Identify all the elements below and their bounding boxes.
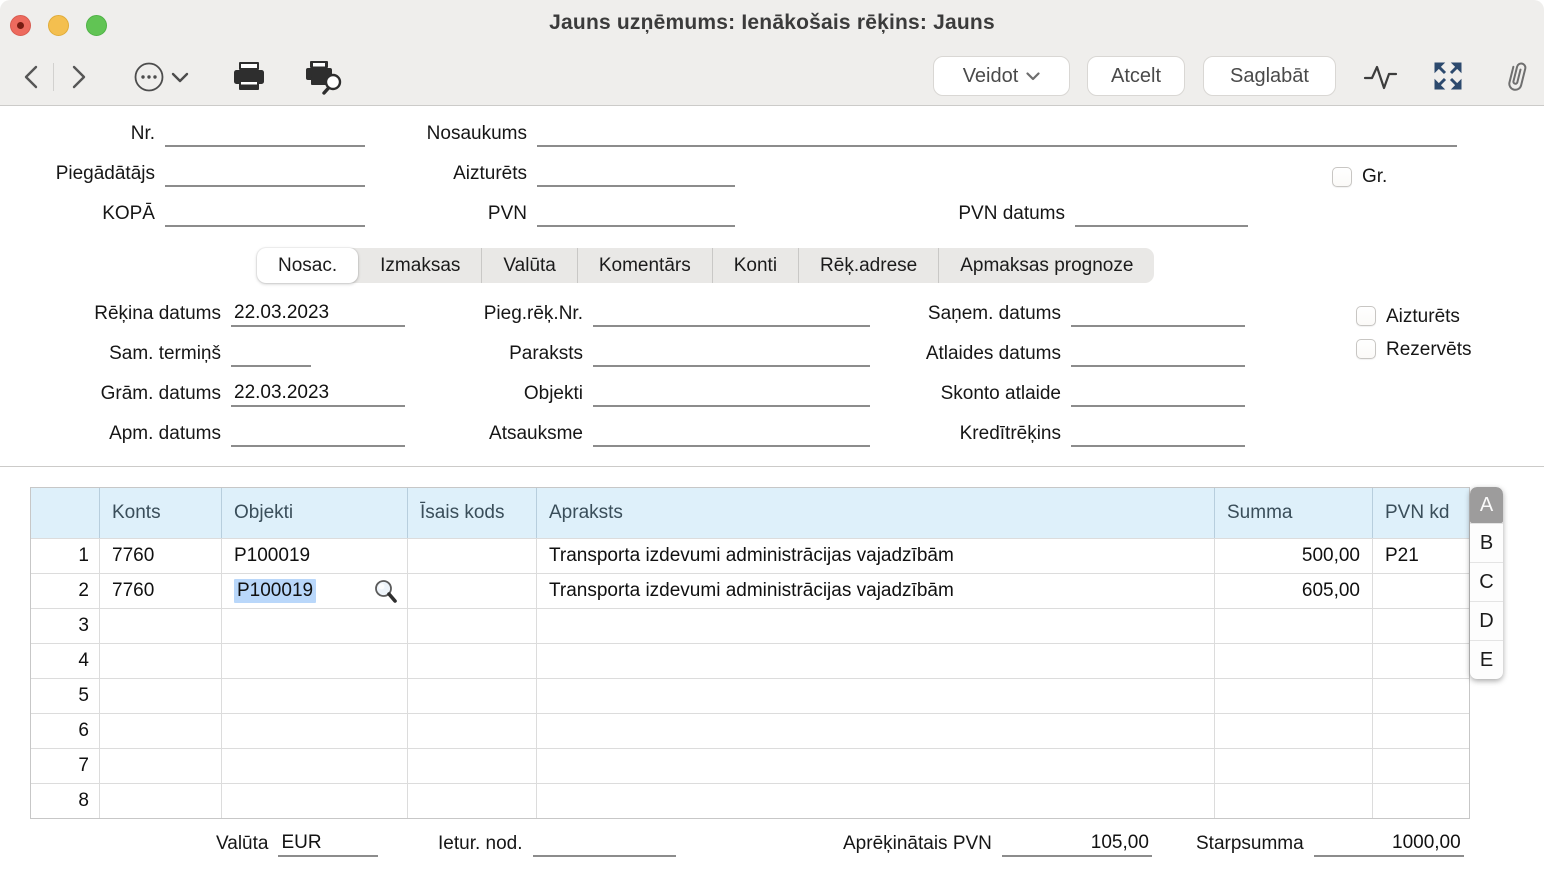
starpsumma-value: 1000,00 (1314, 829, 1464, 857)
pieg-rek-nr-label: Pieg.rēķ.Nr. (483, 303, 583, 324)
section-divider (0, 466, 1544, 467)
selected-cell-text: P100019 (234, 579, 316, 603)
tab-komentars[interactable]: Komentārs (577, 248, 712, 283)
cell-summa[interactable] (1214, 783, 1372, 818)
paperclip-icon[interactable] (1501, 58, 1533, 96)
col-konts: Konts (99, 488, 221, 538)
cell-objekti[interactable] (221, 678, 407, 713)
tab-apmaksas-prognoze[interactable]: Apmaksas prognoze (938, 248, 1154, 283)
sanem-datums-input[interactable] (1071, 299, 1245, 327)
cell-rownum[interactable]: 6 (31, 713, 99, 748)
paraksts-label: Paraksts (509, 343, 583, 364)
flip-tab-e[interactable]: E (1470, 640, 1503, 679)
col-objekti: Objekti (221, 488, 407, 538)
veidot-button[interactable] (933, 56, 1070, 96)
cell-rownum[interactable]: 2 (31, 573, 99, 608)
cell-rownum[interactable]: 8 (31, 783, 99, 818)
cell-summa[interactable]: 500,00 (1214, 538, 1372, 573)
aizturets-checkbox-label: Aizturēts (1386, 306, 1460, 327)
atcelt-button[interactable] (1087, 56, 1185, 96)
field-pvn (380, 195, 735, 227)
gram-datums-label: Grām. datums (100, 383, 221, 404)
tab-bar (257, 248, 1154, 283)
cell-objekti-selected[interactable] (221, 573, 407, 608)
sam-termins-label: Sam. termiņš (109, 343, 221, 364)
cell-summa[interactable] (1214, 608, 1372, 643)
cell-apraksts[interactable]: Transporta izdevumi administrācijas vajadzībām (536, 538, 1214, 573)
paste-special-magnifier-icon[interactable] (372, 578, 399, 605)
table-row-3 (31, 608, 1469, 643)
col-pvn-kd: PVN kd (1372, 488, 1469, 538)
pvn-datums-label: PVN datums (958, 203, 1065, 224)
table-row-2 (31, 573, 1469, 608)
cell-konts[interactable] (99, 783, 221, 818)
table-row-6 (31, 713, 1469, 748)
pvn-input[interactable] (537, 199, 735, 227)
chevron-down-icon[interactable] (170, 71, 190, 83)
window-chrome (0, 0, 1544, 106)
flip-tab-a[interactable]: A (1470, 487, 1503, 523)
tab-izmaksas[interactable]: Izmaksas (380, 254, 461, 276)
cell-apraksts[interactable] (536, 678, 1214, 713)
field-aizturets (380, 155, 735, 187)
saglabat-label: Saglabāt (1230, 64, 1309, 87)
col-isais-kods: Īsais kods (407, 488, 536, 538)
table-header-row (31, 488, 1469, 538)
rezervets-checkbox[interactable] (1356, 339, 1376, 359)
cell-isais-kods[interactable] (407, 748, 536, 783)
forward-icon[interactable] (68, 64, 90, 90)
cell-rownum[interactable]: 5 (31, 678, 99, 713)
field-rekina-datums (20, 295, 405, 327)
cell-isais-kods[interactable] (407, 783, 536, 818)
field-starpsumma (1196, 825, 1464, 857)
table-row-1 (31, 538, 1469, 573)
field-pvn-datums (855, 195, 1248, 227)
apm-datums-label: Apm. datums (109, 423, 221, 444)
cell-summa[interactable]: 605,00 (1214, 573, 1372, 608)
field-sanem-datums (850, 295, 1245, 327)
cell-objekti[interactable] (221, 643, 407, 678)
cell-pvn-kd[interactable] (1372, 573, 1469, 608)
cell-summa[interactable] (1214, 713, 1372, 748)
field-objekti (360, 375, 870, 407)
field-kreditrekins (850, 415, 1245, 447)
cell-konts[interactable] (99, 678, 221, 713)
col-apraksts: Apraksts (536, 488, 1214, 538)
ietur-nod-label: Ietur. nod. (438, 833, 523, 854)
toolbar-divider (53, 63, 54, 91)
gr-checkbox-label: Gr. (1362, 166, 1388, 187)
activity-icon[interactable] (1363, 62, 1399, 92)
cell-pvn-kd[interactable] (1372, 608, 1469, 643)
pvn-datums-input[interactable] (1075, 199, 1248, 227)
aprekinatais-pvn-value: 105,00 (1002, 829, 1152, 857)
cell-isais-kods[interactable] (407, 538, 536, 573)
field-atsauksme (360, 415, 870, 447)
cell-rownum[interactable]: 7 (31, 748, 99, 783)
cell-objekti[interactable] (221, 783, 407, 818)
field-apm-datums (20, 415, 405, 447)
print-preview-icon[interactable] (302, 60, 346, 96)
cell-pvn-kd[interactable] (1372, 748, 1469, 783)
tab-valuta[interactable]: Valūta (481, 248, 576, 283)
ietur-nod-input[interactable] (533, 829, 676, 857)
cell-objekti[interactable]: P100019 (221, 538, 407, 573)
saglabat-button[interactable] (1203, 56, 1336, 96)
aizturets-label: Aizturēts (453, 163, 527, 184)
cell-konts[interactable]: 7760 (99, 538, 221, 573)
flip-tab-c[interactable]: C (1470, 562, 1503, 601)
field-pieg-rek-nr (360, 295, 870, 327)
cell-objekti[interactable] (221, 713, 407, 748)
print-icon[interactable] (231, 60, 267, 94)
cell-summa[interactable] (1214, 643, 1372, 678)
cell-summa[interactable] (1214, 748, 1372, 783)
flip-tab-d[interactable]: D (1470, 601, 1503, 640)
aprekinatais-pvn-label: Aprēķinātais PVN (843, 833, 992, 854)
cell-objekti[interactable] (221, 608, 407, 643)
cell-isais-kods[interactable] (407, 713, 536, 748)
cell-pvn-kd[interactable] (1372, 783, 1469, 818)
cell-isais-kods[interactable] (407, 573, 536, 608)
back-icon[interactable] (20, 64, 42, 90)
cell-rownum[interactable]: 4 (31, 643, 99, 678)
gr-checkbox[interactable] (1332, 167, 1352, 187)
col-rownum (31, 488, 99, 538)
cell-konts[interactable] (99, 748, 221, 783)
piegadatajs-label: Piegādātājs (55, 163, 155, 184)
veidot-label: Veidot (962, 64, 1019, 87)
rekina-datums-input[interactable]: 22.03.2023 (231, 299, 405, 327)
cell-konts[interactable] (99, 608, 221, 643)
cell-isais-kods[interactable] (407, 608, 536, 643)
atlaides-datums-input[interactable] (1071, 339, 1245, 367)
skonto-atlaide-input[interactable] (1071, 379, 1245, 407)
nr-label: Nr. (130, 123, 155, 144)
table-row-8 (31, 783, 1469, 818)
atlaides-datums-label: Atlaides datums (925, 343, 1061, 364)
sam-termins-input[interactable] (231, 339, 311, 367)
objekti-label: Objekti (523, 383, 583, 404)
field-valuta (216, 825, 378, 857)
window-title: Jauns uzņēmums: Ienākošais rēķins: Jauns (549, 11, 995, 34)
atcelt-label: Atcelt (1110, 64, 1162, 87)
paraksts-input[interactable] (593, 339, 870, 367)
table-row-5 (31, 678, 1469, 713)
field-aprekinatais-pvn (843, 825, 1152, 857)
field-kopa (20, 195, 365, 227)
cell-apraksts[interactable] (536, 713, 1214, 748)
cell-rownum[interactable]: 1 (31, 538, 99, 573)
cell-apraksts[interactable] (536, 783, 1214, 818)
cell-konts[interactable]: 7760 (99, 573, 221, 608)
cell-rownum[interactable]: 3 (31, 608, 99, 643)
cell-pvn-kd[interactable]: P21 (1372, 538, 1469, 573)
cell-konts[interactable] (99, 643, 221, 678)
nosaukums-input[interactable] (537, 119, 1457, 147)
table-row-4 (31, 643, 1469, 678)
aizturets-checkbox[interactable] (1356, 306, 1376, 326)
gram-datums-input[interactable]: 22.03.2023 (231, 379, 405, 407)
invoice-rows-table (30, 487, 1470, 819)
cell-pvn-kd[interactable] (1372, 713, 1469, 748)
cell-pvn-kd[interactable] (1372, 643, 1469, 678)
col-summa: Summa (1214, 488, 1372, 538)
field-nosaukums (380, 115, 1457, 147)
pieg-rek-nr-input[interactable] (593, 299, 870, 327)
atsauksme-input[interactable] (593, 419, 870, 447)
field-sam-termins (20, 335, 311, 367)
nr-input[interactable] (165, 119, 365, 147)
valuta-input[interactable]: EUR (278, 829, 378, 857)
table-row-7 (31, 748, 1469, 783)
field-piegadatajs (20, 155, 365, 187)
field-atlaides-datums (850, 335, 1245, 367)
kreditrekins-input[interactable] (1071, 419, 1245, 447)
cell-isais-kods[interactable] (407, 678, 536, 713)
cell-konts[interactable] (99, 713, 221, 748)
veidot-chevron-icon (1026, 72, 1040, 81)
tab-konti[interactable]: Konti (712, 248, 798, 283)
tab-rek-adrese[interactable]: Rēķ.adrese (798, 248, 938, 283)
pvn-label: PVN (487, 203, 527, 224)
flip-tab-b[interactable]: B (1470, 523, 1503, 562)
atsauksme-label: Atsauksme (489, 423, 583, 444)
field-skonto-atlaide (850, 375, 1245, 407)
tab-nosac[interactable]: Nosac. (257, 248, 358, 283)
cell-isais-kods[interactable] (407, 643, 536, 678)
cell-apraksts[interactable] (536, 643, 1214, 678)
field-gram-datums (20, 375, 405, 407)
matrix-flip-tabs (1470, 487, 1503, 679)
cell-apraksts[interactable] (536, 608, 1214, 643)
cell-apraksts[interactable] (536, 748, 1214, 783)
rekina-datums-label: Rēķina datums (94, 303, 221, 324)
cell-pvn-kd[interactable] (1372, 678, 1469, 713)
cell-apraksts[interactable]: Transporta izdevumi administrācijas vajadzībām (536, 573, 1214, 608)
nosaukums-label: Nosaukums (426, 123, 527, 144)
cell-summa[interactable] (1214, 678, 1372, 713)
sanem-datums-label: Saņem. datums (927, 303, 1061, 324)
field-nr (20, 115, 365, 147)
expand-icon[interactable] (1432, 60, 1464, 92)
kopa-input[interactable] (165, 199, 365, 227)
rezervets-checkbox-label: Rezervēts (1386, 339, 1472, 360)
field-ietur-nod (438, 825, 676, 857)
skonto-atlaide-label: Skonto atlaide (940, 383, 1061, 404)
cell-objekti[interactable] (221, 748, 407, 783)
piegadatajs-input[interactable] (165, 159, 365, 187)
kreditrekins-label: Kredītrēķins (959, 423, 1061, 444)
operations-menu-icon[interactable] (133, 61, 165, 93)
objekti-input[interactable] (593, 379, 870, 407)
field-paraksts (360, 335, 870, 367)
starpsumma-label: Starpsumma (1196, 833, 1304, 854)
valuta-label: Valūta (216, 833, 269, 854)
kopa-label: KOPĀ (102, 203, 155, 224)
aizturets-input[interactable] (537, 159, 735, 187)
